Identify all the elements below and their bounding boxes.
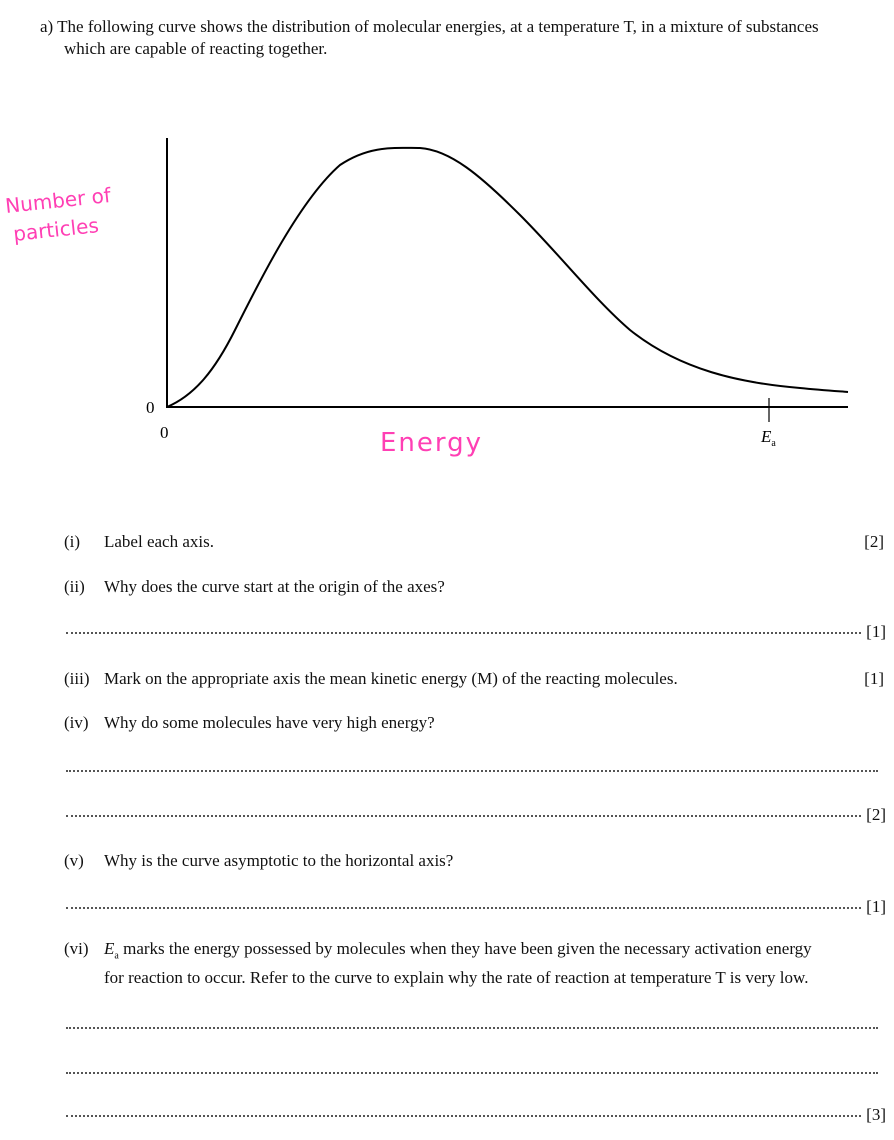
answer-line[interactable] bbox=[66, 805, 861, 817]
question-text-line-2: for reaction to occur. Refer to the curve to explain why the rate of reaction at temperature T is very low. bbox=[104, 968, 809, 988]
question-number: (vi) bbox=[64, 939, 89, 958]
handwritten-y-label-line2: particles bbox=[12, 213, 100, 246]
question-text: Label each axis. bbox=[104, 532, 214, 551]
x-origin-label: 0 bbox=[160, 423, 169, 442]
question-text: Why do some molecules have very high energy? bbox=[104, 713, 435, 732]
y-origin-label: 0 bbox=[146, 398, 155, 417]
question-text: Why does the curve start at the origin of the axes? bbox=[104, 577, 445, 596]
question-number: (iii) bbox=[64, 669, 90, 688]
intro-line-2: which are capable of reacting together. bbox=[64, 39, 328, 58]
question-mark: [2] bbox=[864, 532, 884, 551]
distribution-curve bbox=[167, 148, 848, 407]
answer-line[interactable] bbox=[66, 897, 861, 909]
energy-distribution-graph bbox=[0, 0, 894, 470]
answer-line[interactable] bbox=[66, 1062, 878, 1074]
answer-line[interactable] bbox=[66, 1017, 878, 1029]
question-mark: [1] bbox=[866, 622, 886, 641]
question-mark: [2] bbox=[866, 805, 886, 824]
answer-line[interactable] bbox=[66, 1105, 861, 1117]
question-number: (i) bbox=[64, 532, 81, 551]
answer-line[interactable] bbox=[66, 622, 861, 634]
intro-line-1: a) The following curve shows the distribution of molecular energies, at a temperature T, in a mixture of substances bbox=[40, 17, 819, 36]
question-number: (v) bbox=[64, 851, 84, 870]
ea-label: $E_a$ bbox=[761, 427, 776, 449]
question-text bbox=[104, 938, 884, 989]
question-text: Why is the curve asymptotic to the horizontal axis? bbox=[104, 851, 454, 870]
question-mark: [3] bbox=[866, 1105, 886, 1124]
question-number: (iv) bbox=[64, 713, 89, 732]
handwritten-x-label: Energy bbox=[380, 428, 484, 458]
answer-line[interactable] bbox=[66, 760, 878, 772]
handwritten-y-label-line1: Number of bbox=[4, 183, 112, 218]
question-number: (ii) bbox=[64, 577, 85, 596]
question-mark: [1] bbox=[866, 897, 886, 916]
question-mark: [1] bbox=[864, 669, 884, 688]
question-text-line-1: $E_a$ marks the energy possessed by molecules when they have been given the necessary activation energy bbox=[104, 939, 812, 962]
question-text: Mark on the appropriate axis the mean kinetic energy (M) of the reacting molecules. bbox=[104, 669, 678, 688]
